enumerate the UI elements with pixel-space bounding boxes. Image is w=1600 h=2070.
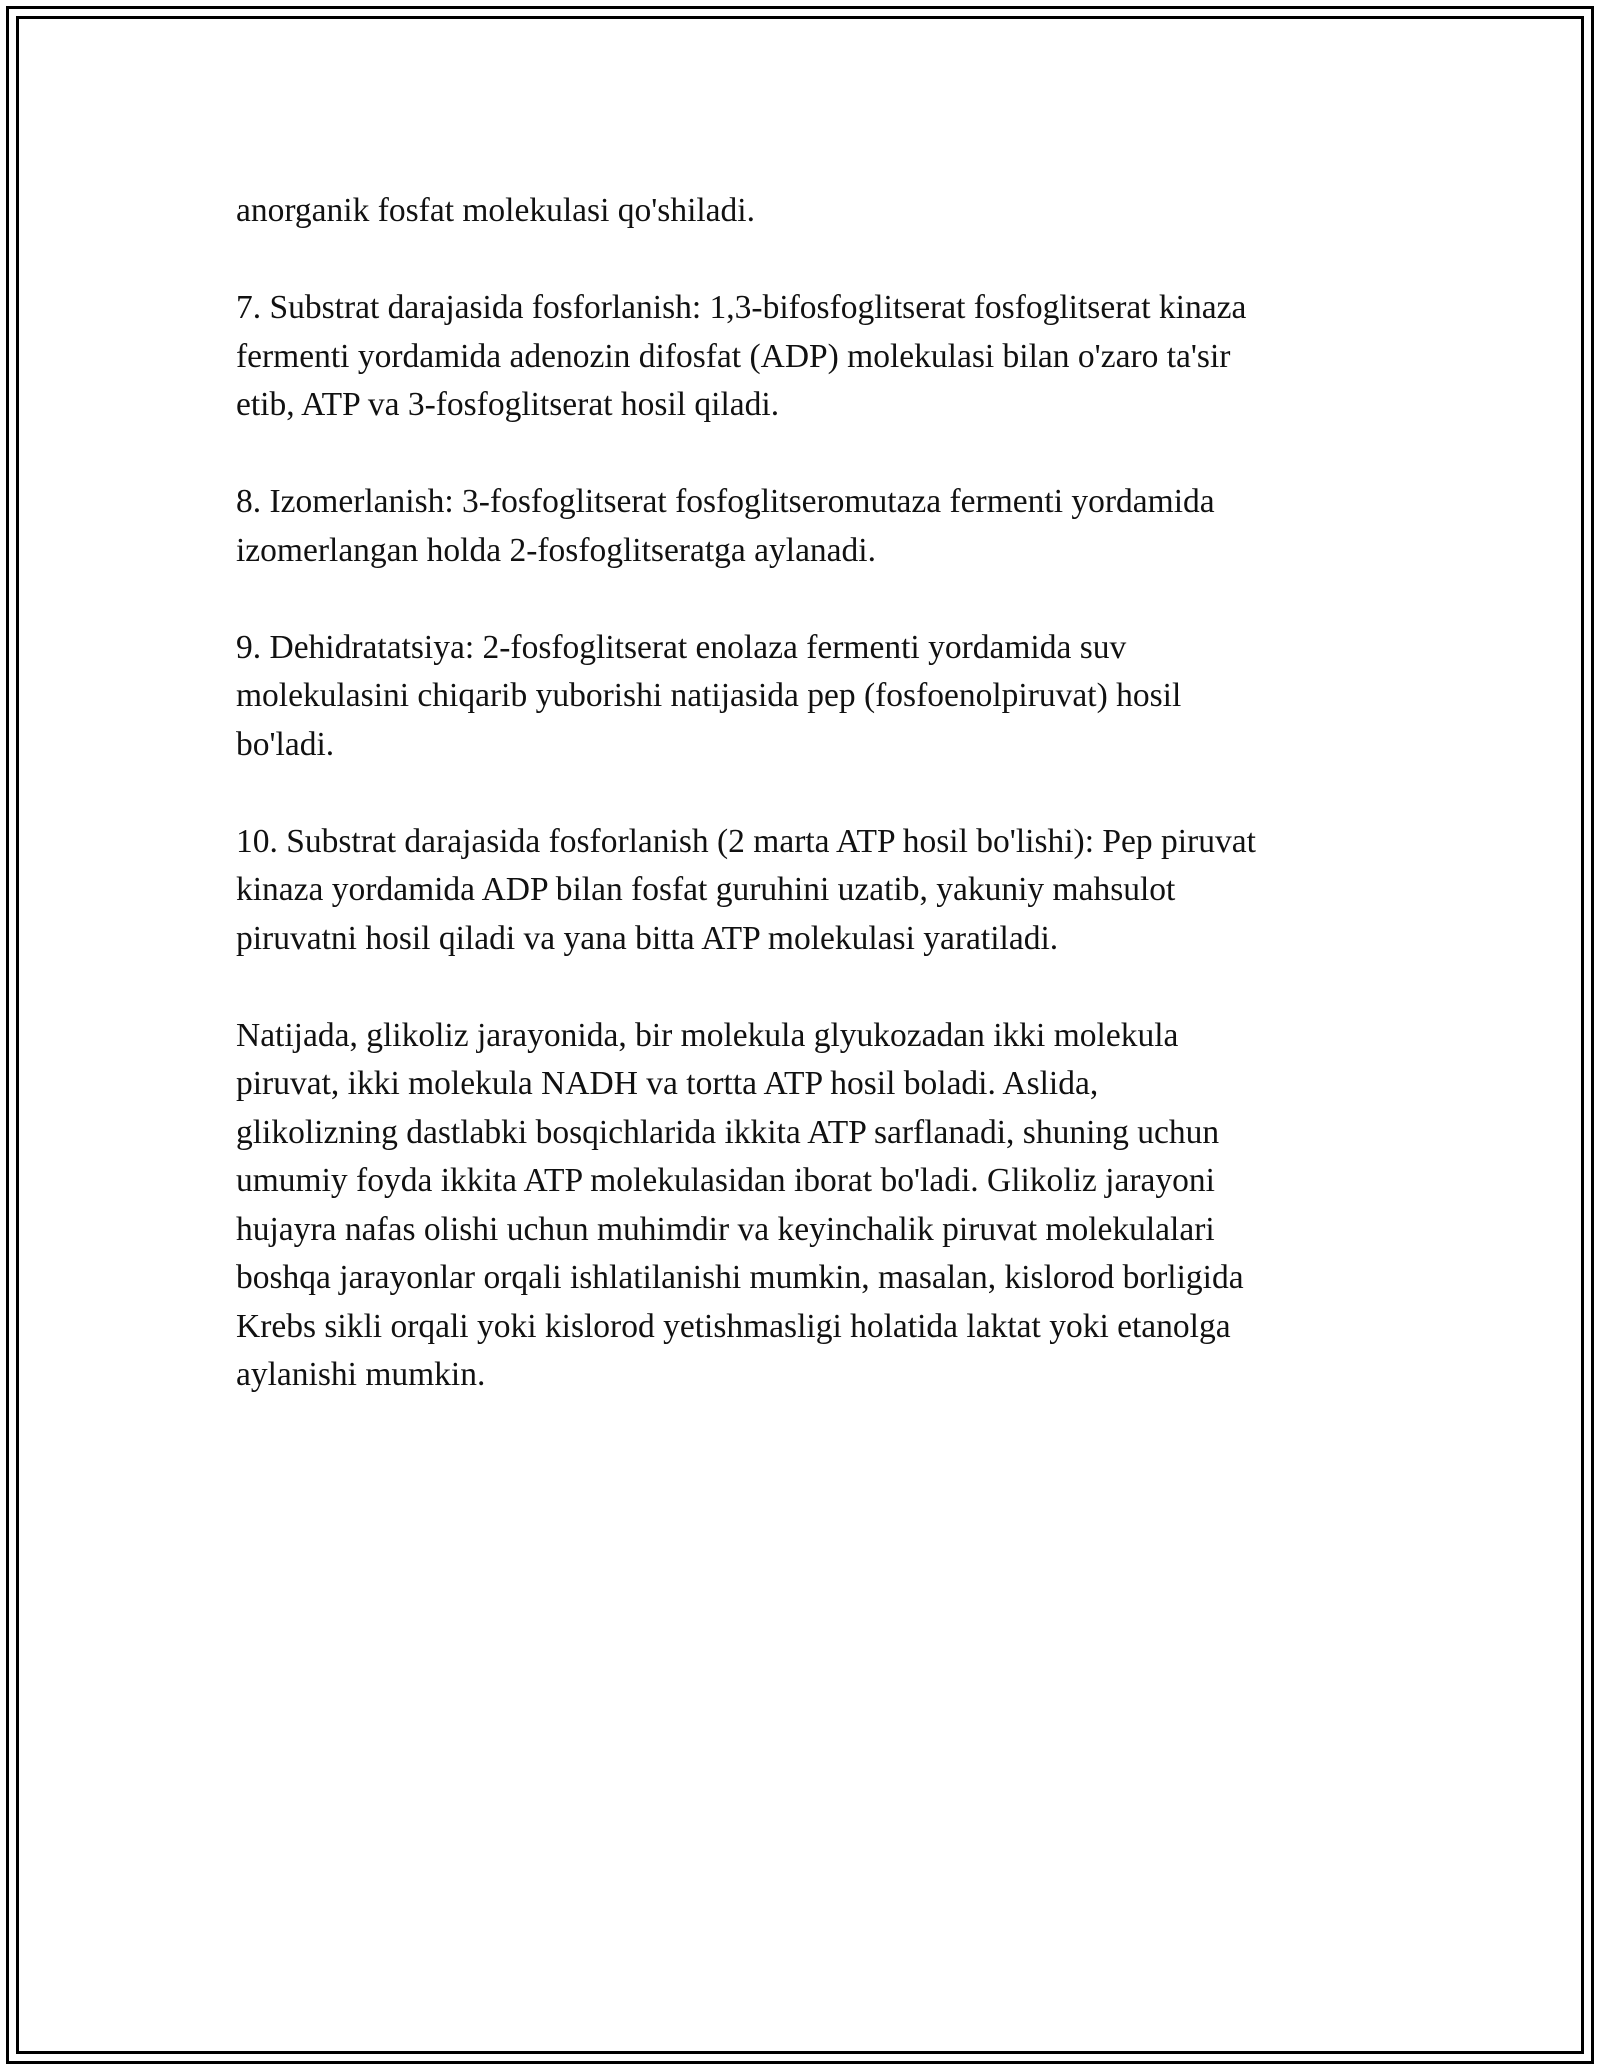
paragraph-step-8: 8. Izomerlanish: 3-fosfoglitserat fosfoglitseromutaza fermenti yordamida izomerlangan holda 2-fosfoglitseratga aylanadi. xyxy=(236,483,1215,569)
paragraph-step-10: 10. Substrat darajasida fosforlanish (2 marta ATP hosil bo'lishi): Pep piruvat kinaza yordamida ADP bilan fosfat guruhini uzatib, yakuniy mahsulot piruvatni hosil qiladi va yana bitta ATP molekulasi yaratiladi. xyxy=(236,822,1256,957)
paragraph-step-9: 9. Dehidratatsiya: 2-fosfoglitserat enolaza fermenti yordamida suv molekulasini chiqarib yuborishi natijasida pep (fosfoenolpiruvat) hosil bo'ladi. xyxy=(236,628,1182,763)
paragraph-step-7: 7. Substrat darajasida fosforlanish: 1,3-bifosfoglitserat fosfoglitserat kinaza fermenti yordamida adenozin difosfat (ADP) molekulasi bilan o'zaro ta'sir etib, ATP va 3-fosfoglitserat hosil qiladi. xyxy=(236,289,1247,423)
paragraph-conclusion: Natijada, glikoliz jarayonida, bir molekula glyukozadan ikki molekula piruvat, ikki molekula NADH va tortta ATP hosil boladi. Aslida, glikolizning dastlabki bosqichlarida ikkita ATP sarflanadi, shuning uchun umumiy foyda ikkita ATP molekulasidan iborat bo'ladi. Glikoliz jarayoni hujayra nafas olishi uchun muhimdir va keyinchalik piruvat molekulalari boshqa jarayonlar orqali ishlatilanishi mumkin, masalan, kislorod borligida Krebs sikli orqali yoki kislorod yetishmasligi holatida laktat yoki etanolga aylanishi mumkin. xyxy=(236,1016,1244,1393)
document-body xyxy=(236,187,1376,1448)
paragraph-continuation: anorganik fosfat molekulasi qo'shiladi. xyxy=(236,192,755,229)
